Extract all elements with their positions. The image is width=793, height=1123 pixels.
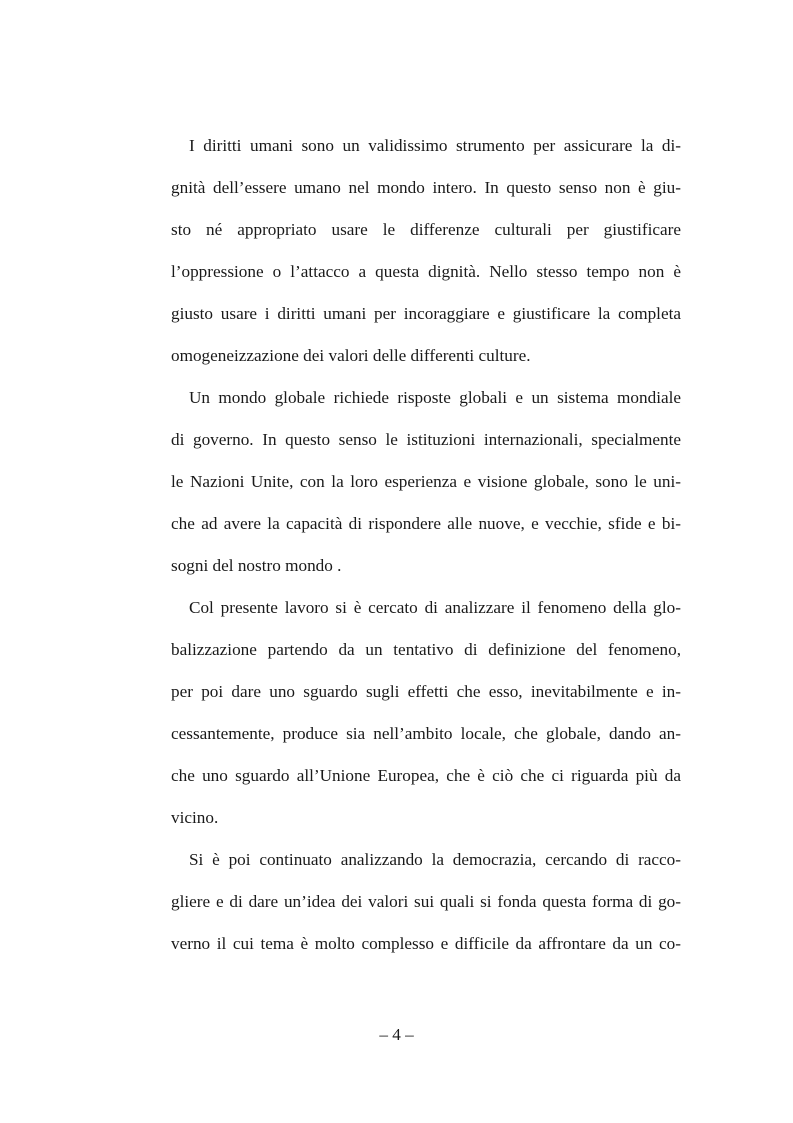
text-line: cessantemente, produce sia nell’ambito locale, che globale, dando an- (171, 724, 681, 743)
text-line: sto né appropriato usare le differenze culturali per giustificare (171, 220, 681, 239)
text-line: Col presente lavoro si è cercato di analizzare il fenomeno della glo- (189, 598, 681, 617)
text-line: vicino. (171, 808, 219, 827)
text-line: giusto usare i diritti umani per incoraggiare e giustificare la completa (171, 304, 681, 323)
text-line: di governo. In questo senso le istituzioni internazionali, specialmente (171, 430, 681, 449)
page-number: – 4 – (379, 1025, 414, 1044)
body-text (171, 125, 681, 965)
text-line: Un mondo globale richiede risposte globali e un sistema mondiale (189, 388, 681, 407)
text-line: le Nazioni Unite, con la loro esperienza e visione globale, sono le uni- (171, 472, 681, 491)
text-line: gliere e di dare un’idea dei valori sui quali si fonda questa forma di go- (171, 892, 681, 911)
text-line: Si è poi continuato analizzando la democrazia, cercando di racco- (189, 850, 681, 869)
text-line: l’oppressione o l’attacco a questa dignità. Nello stesso tempo non è (171, 262, 681, 281)
text-line: I diritti umani sono un validissimo strumento per assicurare la di- (189, 136, 681, 155)
text-line: che uno sguardo all’Unione Europea, che è ciò che ci riguarda più da (171, 766, 681, 785)
text-line: omogeneizzazione dei valori delle differenti culture. (171, 346, 531, 365)
text-line: verno il cui tema è molto complesso e difficile da affrontare da un co- (171, 934, 681, 953)
text-line: gnità dell’essere umano nel mondo intero. In questo senso non è giu- (171, 178, 681, 197)
text-line: per poi dare uno sguardo sugli effetti che esso, inevitabilmente e in- (171, 682, 681, 701)
text-line: che ad avere la capacità di rispondere alle nuove, e vecchie, sfide e bi- (171, 514, 681, 533)
text-line: sogni del nostro mondo . (171, 556, 342, 575)
text-line: balizzazione partendo da un tentativo di definizione del fenomeno, (171, 640, 681, 659)
